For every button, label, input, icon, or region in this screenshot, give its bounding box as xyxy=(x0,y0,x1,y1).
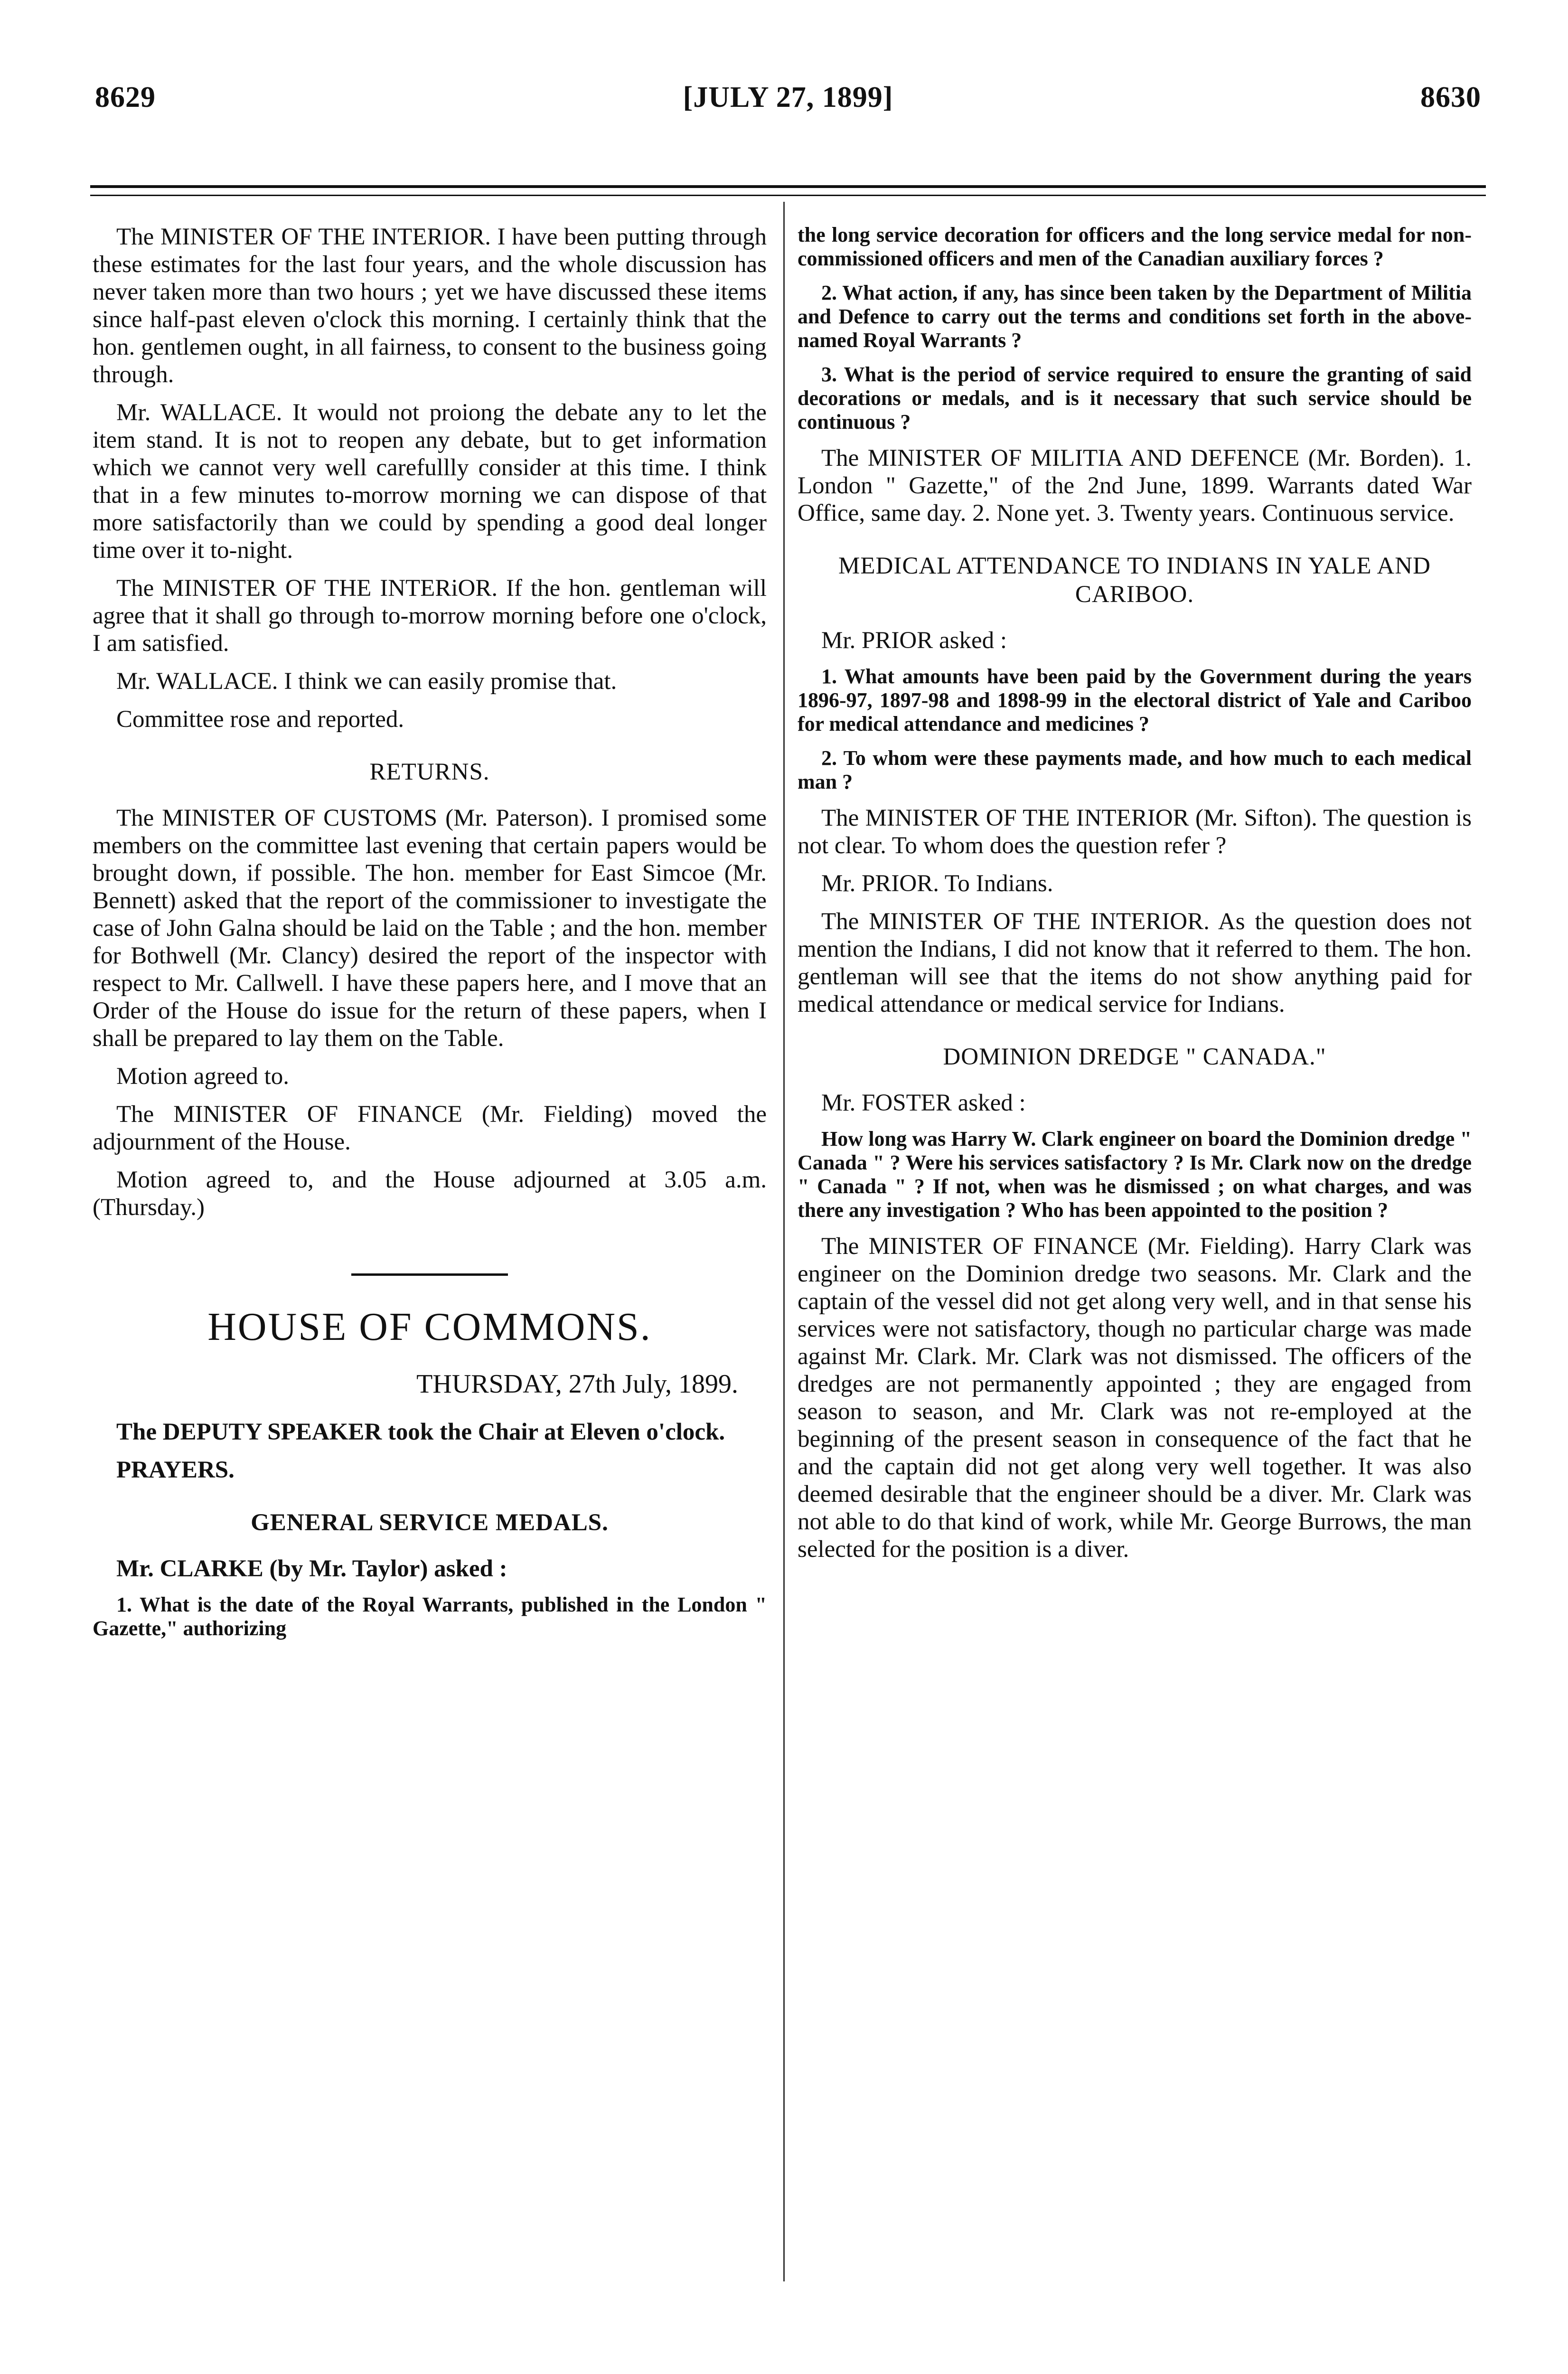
foster-asked: Mr. FOSTER asked : xyxy=(821,1090,1026,1116)
question-5: 2. To whom were these payments made, and how much to each medical man ? xyxy=(798,746,1472,793)
adjournment-motion: The MINISTER OF FINANCE (Mr. Fielding) moved the adjournment of the House. xyxy=(93,1101,767,1155)
medals-heading: GENERAL SERVICE MEDALS. xyxy=(251,1509,609,1536)
speech-wallace: Mr. WALLACE. It would not proiong the debate any to let the item stand. It is not to reopen any debate, but to get information which we cannot very well carefullly consider at this time. I think that in a few minutes to-morrow morning we can dispose of that more satisfactorily than we could by spending a good deal longer time over it to-night. xyxy=(93,399,767,564)
answer-interior-2: The MINISTER OF THE INTERIOR. As the question does not mention the Indians, I did not know that it referred to them. The hon. gentleman will see that the items do not show anything paid for medical attendance or medical service for Indians. xyxy=(798,908,1472,1017)
indians-heading: MEDICAL ATTENDANCE TO INDIANS IN YALE AND CARIBOO. xyxy=(838,553,1431,608)
question-dredge: How long was Harry W. Clark engineer on board the Dominion dredge " Canada " ? Were his services satisfactory ? Is Mr. Clark now on the dredge " Canada " ? If not, when was he dismissed ; on what charges, and was there any investigation ? Who has been appointed to the position ? xyxy=(798,1127,1472,1222)
clarke-asked: Mr. CLARKE (by Mr. Taylor) asked : xyxy=(116,1555,507,1582)
question-3: 3. What is the period of service required to ensure the granting of said decorations or medals, and is it necessary that such service should be continuous ? xyxy=(798,363,1472,433)
page-header xyxy=(95,81,1481,133)
motion-agreed: Motion agreed to. xyxy=(116,1063,289,1090)
prior-asked: Mr. PRIOR asked : xyxy=(821,627,1007,654)
answer-militia: The MINISTER OF MILITIA AND DEFENCE (Mr. Borden). 1. London " Gazette," of the 2nd June, 1899. Warrants dated War Office, same day. 2. None yet. 3. Twenty years. Continuous service. xyxy=(798,445,1472,527)
house-of-commons-title: HOUSE OF COMMONS. xyxy=(207,1305,652,1349)
dredge-heading: DOMINION DREDGE " CANADA." xyxy=(943,1044,1326,1070)
column-divider xyxy=(783,202,785,2281)
returns-heading: RETURNS. xyxy=(369,759,490,785)
committee-rose: Committee rose and reported. xyxy=(116,706,404,733)
question-4: 1. What amounts have been paid by the Government during the years 1896-97, 1897-98 and 1898-99 in the electoral district of Yale and Cariboo for medical attendance and medicines ? xyxy=(798,665,1472,735)
prior-reply: Mr. PRIOR. To Indians. xyxy=(821,870,1053,897)
answer-interior: The MINISTER OF THE INTERIOR (Mr. Sifton). The question is not clear. To whom does the question refer ? xyxy=(798,805,1472,859)
header-rule-thin xyxy=(90,195,1486,196)
prayers-label: PRAYERS. xyxy=(116,1457,235,1483)
left-page-number: 8629 xyxy=(95,81,156,113)
left-column xyxy=(93,223,767,1651)
speech-minister-interior: The MINISTER OF THE INTERIOR. I have been putting through these estimates for the last four years, and the whole discussion has never taken more than two hours ; yet we have discussed these items since half-past eleven o'clock this morning. I certainly think that the hon. gentlemen ought, in all fairness, to consent to the business going through. xyxy=(93,224,767,388)
speech-minister-customs: The MINISTER OF CUSTOMS (Mr. Paterson). I promised some members on the committee last evening that certain papers would be brought down, if possible. The hon. member for East Simcoe (Mr. Bennett) asked that the report of the commissioner to investigate the case of John Galna should be laid on the Table ; and the hon. member for Bothwell (Mr. Clancy) desired the report of the inspector with respect to Mr. Callwell. I have these papers here, and I move that an Order of the House do issue for the return of these papers, when I shall be prepared to lay them on the Table. xyxy=(93,805,767,1052)
house-adjourned: Motion agreed to, and the House adjourned at 3.05 a.m. (Thursday.) xyxy=(93,1167,767,1221)
speech-minister-interior-2: The MINISTER OF THE INTERiOR. If the hon. gentleman will agree that it shall go through to-morrow morning before one o'clock, I am satisfied. xyxy=(93,575,767,657)
right-column xyxy=(798,223,1472,1573)
question-1-continued: the long service decoration for officers and the long service medal for non-commissioned officers and men of the Canadian auxiliary forces ? xyxy=(798,223,1472,270)
sitting-date: THURSDAY, 27th July, 1899. xyxy=(416,1369,738,1399)
answer-finance: The MINISTER OF FINANCE (Mr. Fielding). Harry Clark was engineer on the Dominion dredge two seasons. Mr. Clark and the captain of the vessel did not get along very well, and in that sense his services were not satisfactory, though no particular charge was made against Mr. Clark. Mr. Clark was not dismissed. The officers of the dredges are not permanently appointed ; they are engaged from season to season, and Mr. Clark was not re-employed at the beginning of the present season in consequence of the fact that he and the captain did not get along very well together. It was also deemed desirable that the engineer should be a diver. Mr. Clark was not able to do that kind of work, while Mr. George Burrows, the man selected for the position is a diver. xyxy=(798,1233,1472,1563)
question-2: 2. What action, if any, has since been taken by the Department of Militia and Defence to carry out the terms and conditions set forth in the above-named Royal Warrants ? xyxy=(798,281,1472,352)
question-1: 1. What is the date of the Royal Warrants, published in the London " Gazette," authorizing xyxy=(93,1593,767,1640)
section-divider-rule xyxy=(351,1273,508,1276)
header-rule-thick xyxy=(90,185,1486,188)
right-page-number: 8630 xyxy=(1420,81,1481,113)
header-date: [JULY 27, 1899] xyxy=(683,81,893,113)
deputy-speaker: The DEPUTY SPEAKER took the Chair at Eleven o'clock. xyxy=(116,1419,725,1445)
speech-wallace-2: Mr. WALLACE. I think we can easily promise that. xyxy=(116,668,617,695)
